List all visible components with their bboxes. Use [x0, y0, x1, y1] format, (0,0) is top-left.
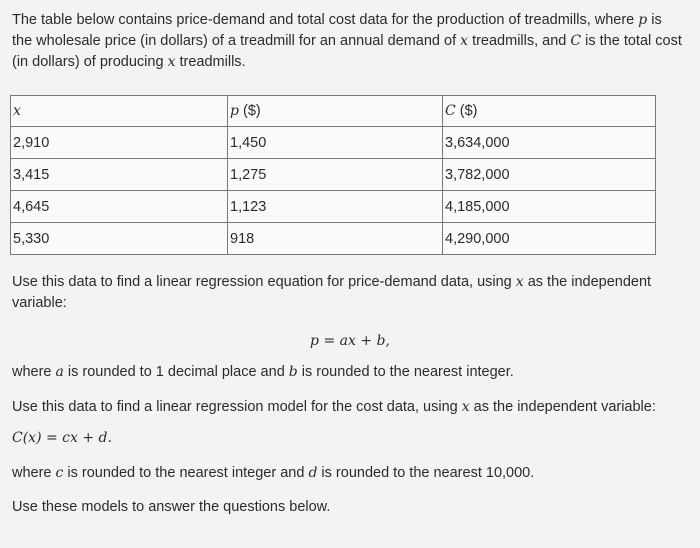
cell-c: 4,290,000 — [443, 223, 656, 255]
intro-text-5: treadmills. — [175, 54, 246, 70]
header-p — [228, 96, 443, 127]
note-text: is rounded to the nearest integer and — [63, 465, 309, 481]
cell-x: 2,910 — [11, 127, 228, 159]
price-equation: p = ax + b, — [310, 333, 390, 349]
table-header-row — [11, 96, 656, 127]
note-text: where — [12, 465, 56, 481]
header-p-var: p — [230, 103, 239, 119]
header-c-var: C — [445, 103, 456, 119]
cost-equation: C(x) = cx + d. — [12, 430, 112, 446]
header-p-unit: ($) — [238, 103, 261, 119]
price-instruction-text-1: Use this data to find a linear regression equation for price-demand data, using — [12, 274, 516, 290]
intro-text-1: The table below contains price-demand and total cost data for the production of treadmills, where — [12, 12, 639, 28]
price-rounding-note — [12, 364, 514, 380]
cell-p: 1,123 — [228, 191, 443, 223]
note-text: is rounded to 1 decimal place and — [63, 364, 289, 380]
var-x: x — [515, 274, 524, 290]
cost-instruction-text-2: as the independent variable: — [469, 399, 656, 415]
var-d: d — [308, 465, 318, 481]
cell-x: 5,330 — [11, 223, 228, 255]
cell-x: 4,645 — [11, 191, 228, 223]
note-text: is rounded to the nearest integer. — [297, 364, 514, 380]
var-c: C — [570, 33, 582, 49]
var-b: b — [288, 364, 298, 380]
note-text: where — [12, 364, 56, 380]
intro-text-2: is the wholesale price (in dollars) of a treadmill for an annual demand of — [12, 12, 662, 49]
intro-text-3: treadmills, and — [468, 33, 571, 49]
cell-p: 1,450 — [228, 127, 443, 159]
var-a: a — [55, 364, 64, 380]
cell-p: 918 — [228, 223, 443, 255]
header-c — [443, 96, 656, 127]
cell-c: 4,185,000 — [443, 191, 656, 223]
intro-paragraph — [12, 10, 682, 73]
closing-instruction: Use these models to answer the questions below. — [12, 499, 331, 515]
cost-rounding-note — [12, 465, 534, 481]
var-c-lower: c — [55, 465, 64, 481]
table-row — [11, 159, 656, 191]
cell-p: 1,275 — [228, 159, 443, 191]
cell-c: 3,782,000 — [443, 159, 656, 191]
intro-text-4: is the total cost (in dollars) of producing — [12, 33, 682, 70]
table-row — [11, 223, 656, 255]
header-x-var: x — [13, 103, 21, 119]
var-p: p — [638, 12, 648, 28]
note-text: is rounded to the nearest 10,000. — [317, 465, 535, 481]
var-x: x — [167, 54, 176, 70]
table-row — [11, 191, 656, 223]
cell-c: 3,634,000 — [443, 127, 656, 159]
var-x: x — [460, 33, 469, 49]
cost-instruction-text-1: Use this data to find a linear regression model for the cost data, using — [12, 399, 462, 415]
cost-regression-instruction — [12, 399, 656, 415]
price-regression-instruction — [12, 272, 682, 314]
price-instruction-text-2: as the independent variable: — [12, 274, 652, 311]
data-table — [10, 95, 656, 255]
header-x — [11, 96, 228, 127]
table-row — [11, 127, 656, 159]
cell-x: 3,415 — [11, 159, 228, 191]
var-x: x — [461, 399, 470, 415]
header-c-unit: ($) — [455, 103, 478, 119]
